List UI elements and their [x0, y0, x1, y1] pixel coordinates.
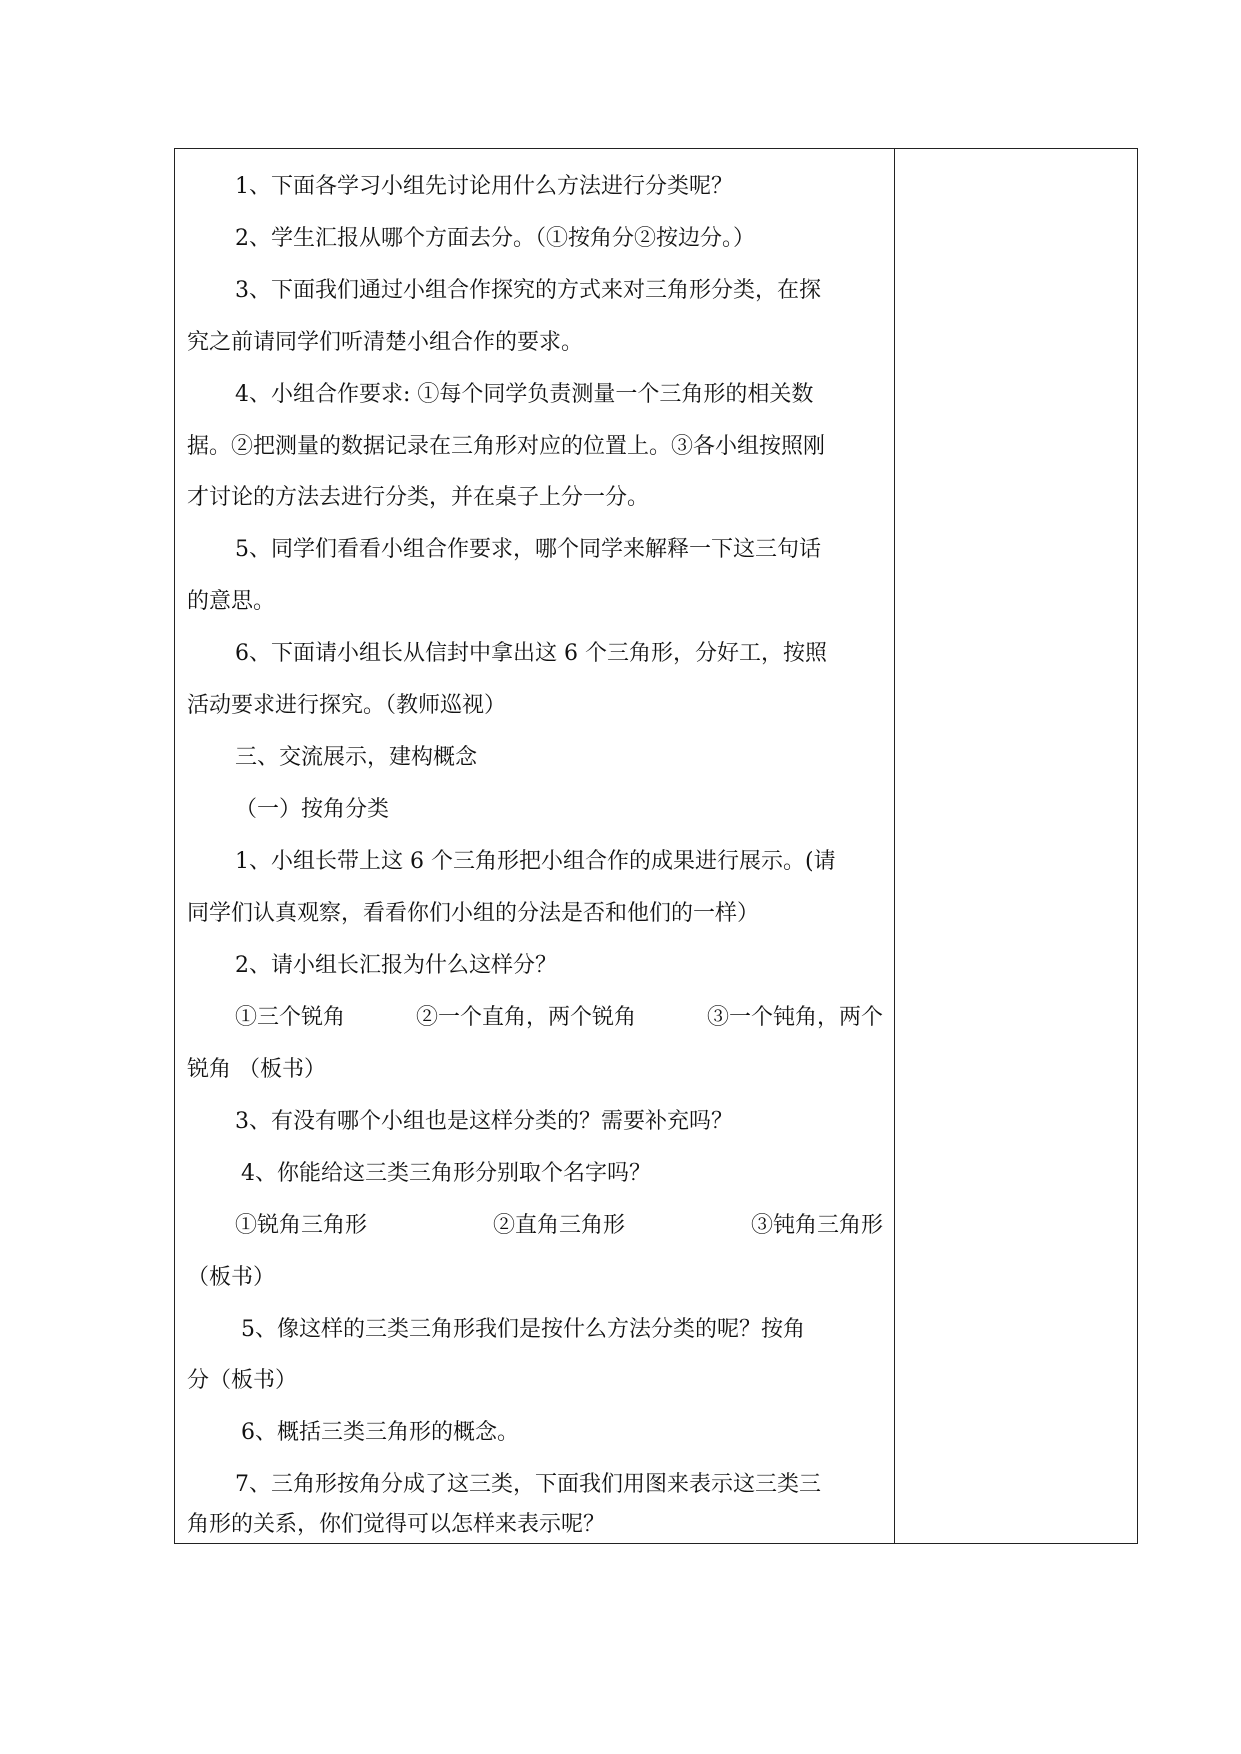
notes-cell — [895, 149, 1137, 1543]
text-line: 6、下面请小组长从信封中拿出这 6 个三角形，分好工，按照 — [235, 641, 827, 666]
text-line: 5、像这样的三类三角形我们是按什么方法分类的呢？按角 — [241, 1317, 805, 1342]
text-line: 角形的关系，你们觉得可以怎样来表示呢？ — [187, 1512, 606, 1537]
triangle-name-acute: ①锐角三角形 — [235, 1213, 368, 1238]
text-line: 的意思。 — [187, 589, 276, 614]
text-line: 据。②把测量的数据记录在三角形对应的位置上。③各小组按照刚 — [187, 434, 826, 459]
angle-item-obtuse: ③一个钝角，两个 — [706, 1005, 883, 1030]
text-line: 5、同学们看看小组合作要求，哪个同学来解释一下这三句话 — [235, 537, 821, 562]
angle-item-right: ②一个直角，两个锐角 — [415, 1005, 636, 1030]
lesson-table — [174, 148, 1138, 1544]
triangle-name-right: ②直角三角形 — [492, 1213, 625, 1238]
text-line: 才讨论的方法去进行分类，并在桌子上分一分。 — [187, 485, 650, 510]
text-line: 1、下面各学习小组先讨论用什么方法进行分类呢？ — [235, 174, 733, 199]
text-line: 分（板书） — [187, 1368, 298, 1393]
text-line: 2、学生汇报从哪个方面去分。（①按角分②按边分。） — [235, 226, 755, 251]
text-line: 究之前请同学们听清楚小组合作的要求。 — [187, 330, 584, 355]
text-line: 4、小组合作要求: ①每个同学负责测量一个三角形的相关数 — [235, 382, 814, 407]
text-line: 4、你能给这三类三角形分别取个名字吗？ — [241, 1161, 651, 1186]
triangle-name-obtuse: ③钝角三角形 — [750, 1213, 883, 1238]
text-line: 3、有没有哪个小组也是这样分类的？需要补充吗？ — [235, 1109, 733, 1134]
text-line: 活动要求进行探究。（教师巡视） — [187, 693, 507, 718]
text-line: 锐角 （板书） — [187, 1057, 326, 1082]
text-line: 同学们认真观察，看看你们小组的分法是否和他们的一样） — [187, 901, 760, 926]
text-line: 6、概括三类三角形的概念。 — [241, 1420, 519, 1445]
section-heading: 三、交流展示，建构概念 — [235, 745, 478, 770]
text-line: 7、三角形按角分成了这三类，下面我们用图来表示这三类三 — [235, 1472, 821, 1497]
angle-item-acute: ①三个锐角 — [235, 1005, 346, 1030]
lesson-content-cell — [175, 149, 894, 1543]
text-line: （板书） — [187, 1265, 276, 1290]
subsection-heading: （一）按角分类 — [235, 797, 390, 822]
angle-list-line — [187, 1004, 887, 1032]
triangle-names-line — [187, 1212, 887, 1240]
text-line: 3、下面我们通过小组合作探究的方式来对三角形分类，在探 — [235, 278, 821, 303]
text-line: 2、请小组长汇报为什么这样分？ — [235, 953, 557, 978]
text-line: 1、小组长带上这 6 个三角形把小组合作的成果进行展示。(请 — [235, 849, 836, 874]
